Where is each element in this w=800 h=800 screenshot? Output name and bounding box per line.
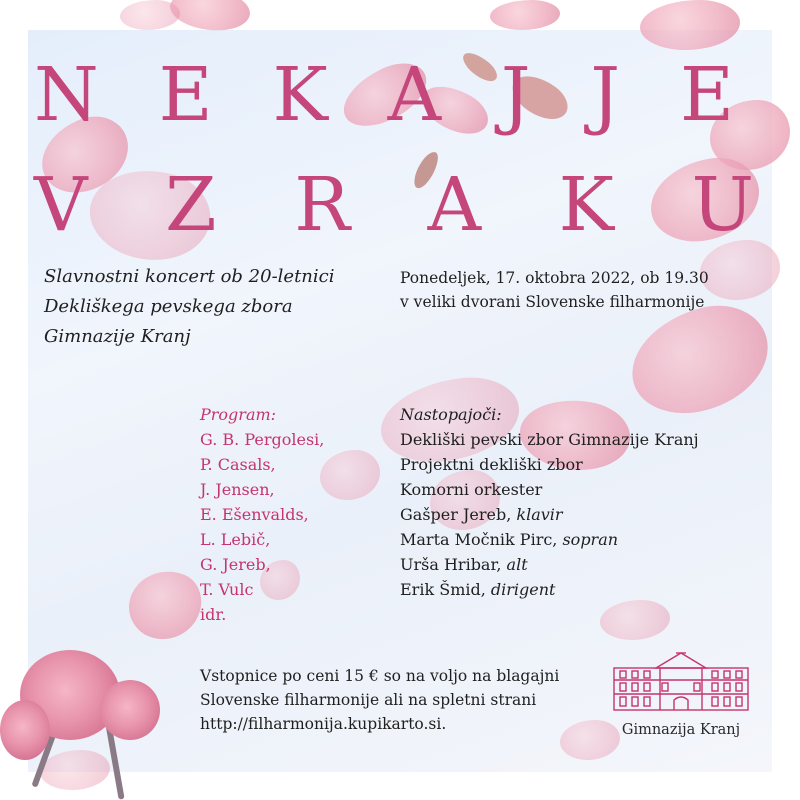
- event-venue: v veliki dvorani Slovenske filharmonije: [400, 293, 705, 311]
- performer: Marta Močnik Pirc, sopran: [400, 530, 619, 549]
- ticket-line: Slovenske filharmonije ali na spletni strani: [200, 691, 537, 709]
- intro-line: Slavnostni koncert ob 20-letnici: [44, 266, 335, 287]
- intro-line: Dekliškega pevskega zbora: [44, 296, 293, 317]
- event-date: Ponedeljek, 17. oktobra 2022, ob 19.30: [400, 269, 709, 287]
- school-building-icon: [612, 650, 750, 712]
- concert-intro: [44, 262, 335, 352]
- performers-heading: Nastopajoči:: [400, 405, 502, 424]
- performer: Dekliški pevski zbor Gimnazije Kranj: [400, 430, 699, 449]
- headline-line-2: V Z R A K U: [34, 162, 754, 248]
- composer: L. Lebič,: [200, 530, 271, 549]
- performer: Gašper Jereb, klavir: [400, 505, 563, 524]
- school-logo: [606, 650, 756, 760]
- school-name: Gimnazija Kranj: [621, 722, 741, 738]
- composer: T. Vulc: [200, 580, 254, 599]
- performers-list: [400, 402, 699, 602]
- performer: Urša Hribar, alt: [400, 555, 528, 574]
- performer: Erik Šmid, dirigent: [400, 580, 556, 599]
- event-details: [400, 266, 709, 314]
- ticket-info: [200, 664, 559, 736]
- composer: G. Jereb,: [200, 555, 271, 574]
- composer: J. Jensen,: [200, 480, 275, 499]
- composer: E. Ešenvalds,: [200, 505, 309, 524]
- performer: Komorni orkester: [400, 480, 543, 499]
- composer: idr.: [200, 605, 227, 624]
- headline-line-1: N E K A J J E: [34, 52, 734, 138]
- composer: P. Casals,: [200, 455, 276, 474]
- program-list: [200, 402, 324, 627]
- performer: Projektni dekliški zbor: [400, 455, 583, 474]
- ticket-line: Vstopnice po ceni 15 € so na voljo na blagajni: [200, 667, 560, 685]
- program-heading: Program:: [200, 405, 277, 424]
- intro-line: Gimnazije Kranj: [44, 326, 191, 347]
- composer: G. B. Pergolesi,: [200, 430, 325, 449]
- ticket-url[interactable]: http://filharmonija.kupikarto.si.: [200, 715, 447, 733]
